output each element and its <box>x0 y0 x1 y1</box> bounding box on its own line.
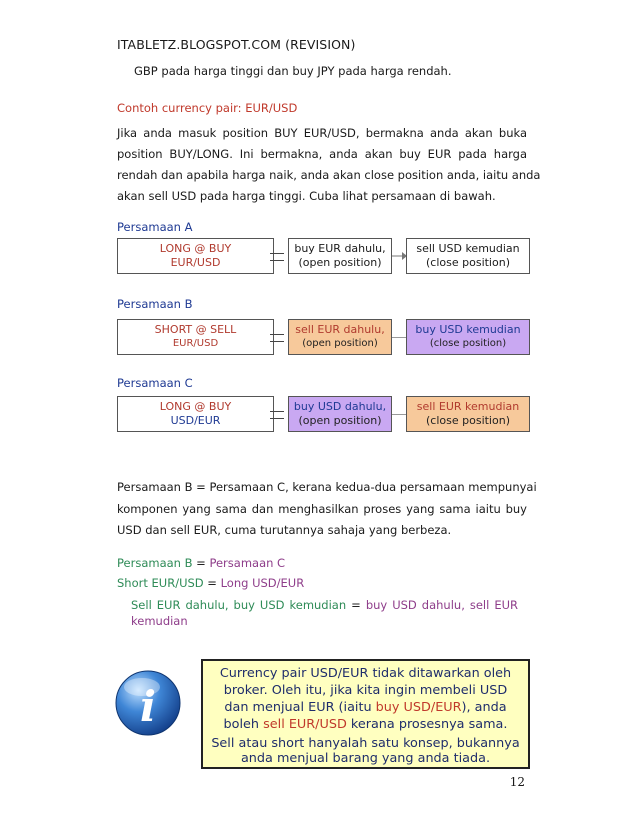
equation-c-label: Persamaan C <box>117 376 193 390</box>
example-line-3: rendah dan apabila harga naik, anda akan close position anda, iaitu anda <box>117 168 541 182</box>
summary-equals: = <box>351 598 361 612</box>
svg-text:i: i <box>140 682 156 731</box>
note-line-1: Currency pair USD/EUR tidak ditawarkan oleh <box>219 666 512 681</box>
note-line-3: dan menjual EUR (iaitu buy USD/EUR), anda <box>224 700 507 715</box>
conclusion-line-3: USD dan sell EUR, cuma turutannya sahaja yang berbeza. <box>117 523 452 537</box>
equation-b-left-line1: SHORT @ SELL <box>154 323 237 336</box>
equation-b-mid-line2: (open position) <box>302 338 378 349</box>
equation-c-right-line1: sell EUR kemudian <box>416 400 520 413</box>
summary-line-1 <box>117 556 527 570</box>
summary-term: Sell EUR dahulu, buy USD kemudian <box>131 598 347 612</box>
equation-a-left-line2: EUR/USD <box>170 256 221 269</box>
summary-line-2 <box>117 576 527 590</box>
equation-c-left-line1: LONG @ BUY <box>159 400 232 413</box>
connector-line <box>392 414 406 415</box>
summary-term: buy USD dahulu, sell EUR <box>365 598 518 612</box>
equation-c-right-line2: (close position) <box>426 414 510 427</box>
summary-equals: = <box>207 576 217 590</box>
conclusion-line-2: komponen yang sama dan menghasilkan proses yang sama iaitu buy <box>117 502 527 516</box>
equation-c-left-box <box>117 396 274 432</box>
note-highlight: sell EUR/USD <box>263 717 347 732</box>
equation-b-label: Persamaan B <box>117 297 193 311</box>
equation-b-mid-line1: sell EUR dahulu, <box>295 323 385 336</box>
summary-line-3 <box>131 598 518 612</box>
connector-line <box>392 337 406 338</box>
equation-c-mid-line1: buy USD dahulu, <box>293 400 387 413</box>
equals-icon <box>270 334 284 342</box>
equation-c-mid-line2: (open position) <box>298 414 382 427</box>
equation-a-label: Persamaan A <box>117 220 193 234</box>
equation-b-right-line1: buy USD kemudian <box>415 323 521 336</box>
equation-a-left-line1: LONG @ BUY <box>159 242 232 255</box>
note-line-4: boleh sell EUR/USD kerana prosesnya sama. <box>223 717 508 732</box>
equation-c-mid-box <box>288 396 392 432</box>
equation-a-mid-line1: buy EUR dahulu, <box>294 242 386 255</box>
equation-a-right-line2: (close position) <box>426 256 510 269</box>
info-icon <box>114 669 182 737</box>
summary-line-4: kemudian <box>131 614 188 628</box>
page-header: ITABLETZ.BLOGSPOT.COM (REVISION) <box>117 37 356 52</box>
equation-a-left-box <box>117 238 274 274</box>
equation-b-left-line2: EUR/USD <box>172 338 219 349</box>
example-title: Contoh currency pair: EUR/USD <box>117 101 298 115</box>
page-number: 12 <box>509 775 525 789</box>
equation-b-right-box <box>406 319 530 355</box>
info-note <box>201 659 530 769</box>
equation-b-left-box <box>117 319 274 355</box>
equation-b-right-line2: (close position) <box>429 338 507 349</box>
summary-term: Short EUR/USD <box>117 576 204 590</box>
example-line-2: position BUY/LONG. Ini bermakna, anda akan buy EUR pada harga <box>117 147 527 161</box>
note-line-6: anda menjual barang yang anda tiada. <box>240 751 491 766</box>
summary-term: Persamaan B <box>117 556 193 570</box>
equation-b-mid-box <box>288 319 392 355</box>
intro-line: GBP pada harga tinggi dan buy JPY pada harga rendah. <box>134 64 452 78</box>
equation-a-mid-line2: (open position) <box>298 256 382 269</box>
equation-a-right-line1: sell USD kemudian <box>416 242 520 255</box>
note-highlight: buy USD/EUR <box>375 700 462 715</box>
note-line-5: Sell atau short hanyalah satu konsep, bukannya <box>211 736 520 751</box>
conclusion-line-1: Persamaan B = Persamaan C, kerana kedua-dua persamaan mempunyai <box>117 480 537 494</box>
note-line-2: broker. Oleh itu, jika kita ingin membeli USD <box>223 683 508 698</box>
example-line-1: Jika anda masuk position BUY EUR/USD, bermakna anda akan buka <box>117 126 527 140</box>
equals-icon <box>270 253 284 261</box>
equals-icon <box>270 411 284 419</box>
summary-equals: = <box>196 556 206 570</box>
equation-c-left-line2: USD/EUR <box>170 414 221 427</box>
summary-term: Persamaan C <box>209 556 286 570</box>
example-line-4: akan sell USD pada harga tinggi. Cuba lihat persamaan di bawah. <box>117 189 496 203</box>
summary-term: Long USD/EUR <box>220 576 305 590</box>
equation-a-mid-box <box>288 238 392 274</box>
equation-a-right-box <box>406 238 530 274</box>
equation-c-right-box <box>406 396 530 432</box>
